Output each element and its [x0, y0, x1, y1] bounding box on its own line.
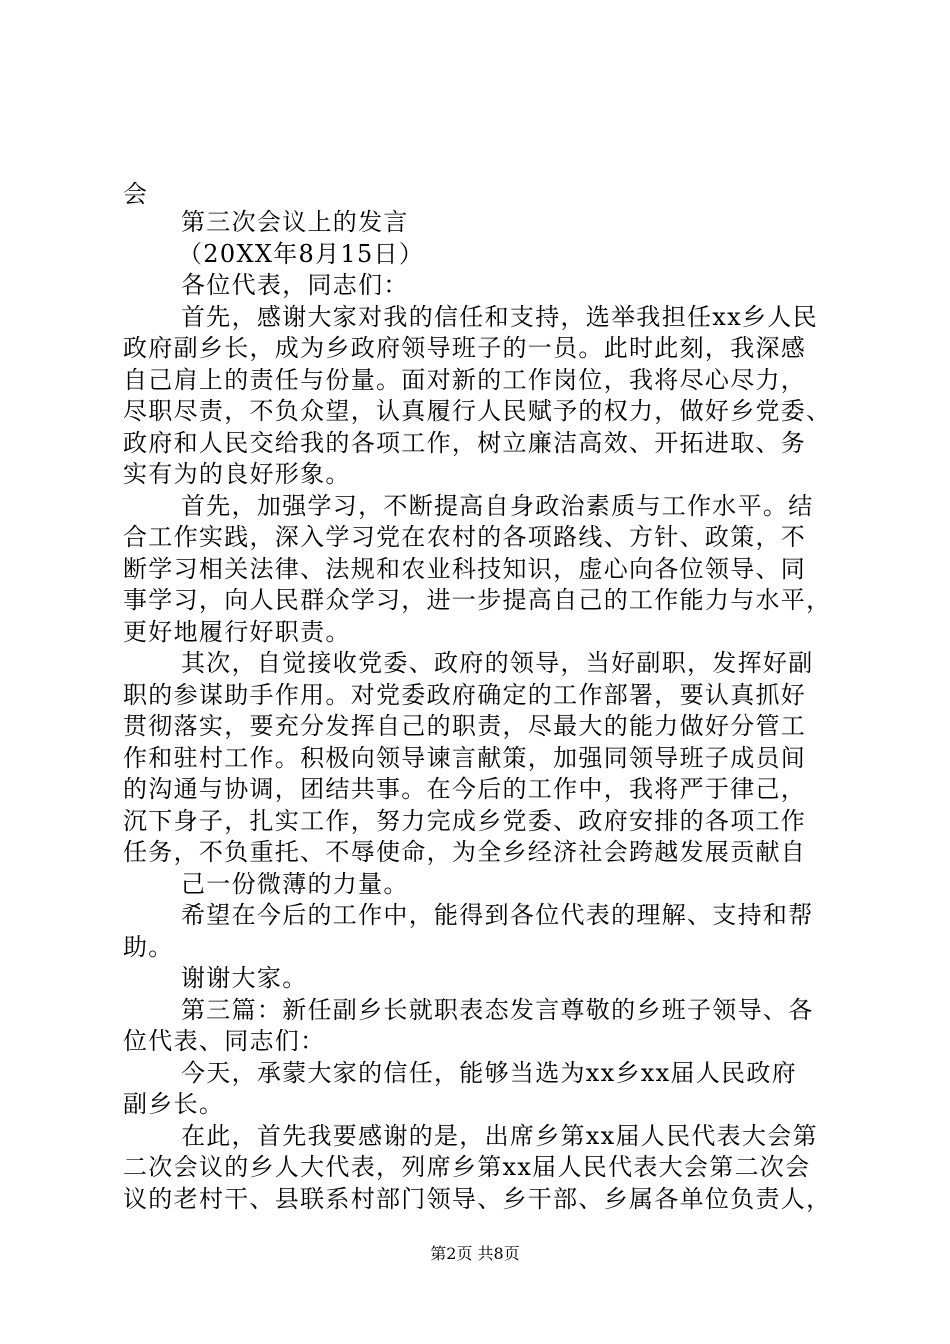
text-line: 己一份微薄的力量。	[181, 870, 409, 898]
text-line: 事学习，向人民群众学习，进一步提高自己的工作能力与水平，	[123, 586, 832, 614]
text-line: 实有为的良好形象。	[123, 460, 351, 488]
text-line: 二次会议的乡人大代表，列席乡第xx届人民代表大会第二次会	[123, 1153, 811, 1181]
text-line: 希望在今后的工作中，能得到各位代表的理解、支持和帮	[181, 901, 814, 929]
speech-title: 第三次会议上的发言	[181, 208, 409, 236]
text-line: 合工作实践，深入学习党在农村的各项路线、方针、政策，不	[123, 523, 807, 551]
text-line: 自己肩上的责任与份量。面对新的工作岗位，我将尽心尽力，	[123, 366, 807, 394]
text-line: 贯彻落实，要充分发挥自己的职责，尽最大的能力做好分管工	[123, 712, 807, 740]
text-line: 首先，感谢大家对我的信任和支持，选举我担任xx乡人民	[181, 303, 818, 331]
text-line: 政府副乡长，成为乡政府领导班子的一员。此时此刻，我深感	[123, 334, 807, 362]
text-line: 沉下身子，扎实工作，努力完成乡党委、政府安排的各项工作	[123, 807, 807, 835]
text-line: 政府和人民交给我的各项工作，树立廉洁高效、开拓进取、务	[123, 429, 807, 457]
text-line: 位代表、同志们：	[123, 1027, 326, 1055]
text-line: 的沟通与协调，团结共事。在今后的工作中，我将严于律己，	[123, 775, 807, 803]
text-line: 任务，不负重托、不辱使命，为全乡经济社会跨越发展贡献自	[123, 838, 807, 866]
text-line: 断学习相关法律、法规和农业科技知识，虚心向各位领导、同	[123, 555, 807, 583]
text-line: 会	[123, 180, 149, 208]
salutation: 各位代表，同志们：	[181, 271, 409, 299]
text-line: 今天，承蒙大家的信任，能够当选为xx乡xx届人民政府	[181, 1059, 797, 1087]
text-line: 在此，首先我要感谢的是，出席乡第xx届人民代表大会第	[181, 1122, 818, 1150]
text-line: 议的老村干、县联系村部门领导、乡干部、乡属各单位负责人，	[123, 1185, 832, 1213]
text-line: 职的参谋助手作用。对党委政府确定的工作部署，要认真抓好	[123, 681, 807, 709]
text-line: 首先，加强学习，不断提高自身政治素质与工作水平。结	[181, 492, 814, 520]
section-heading: 第三篇：新任副乡长就职表态发言尊敬的乡班子领导、各	[181, 996, 814, 1024]
text-line: 更好地履行好职责。	[123, 618, 351, 646]
text-line: 其次，自觉接收党委、政府的领导，当好副职，发挥好副	[181, 649, 814, 677]
text-line: 尽职尽责，不负众望，认真履行人民赋予的权力，做好乡党委、	[123, 397, 832, 425]
text-line: 作和驻村工作。积极向领导谏言献策，加强同领导班子成员间	[123, 744, 807, 772]
text-line: 副乡长。	[123, 1090, 225, 1118]
page-number: 第2页 共8页	[430, 1244, 520, 1263]
text-line: 谢谢大家。	[181, 964, 308, 992]
speech-date: （20XX年8月15日）	[178, 240, 425, 268]
text-line: 助。	[123, 933, 174, 961]
